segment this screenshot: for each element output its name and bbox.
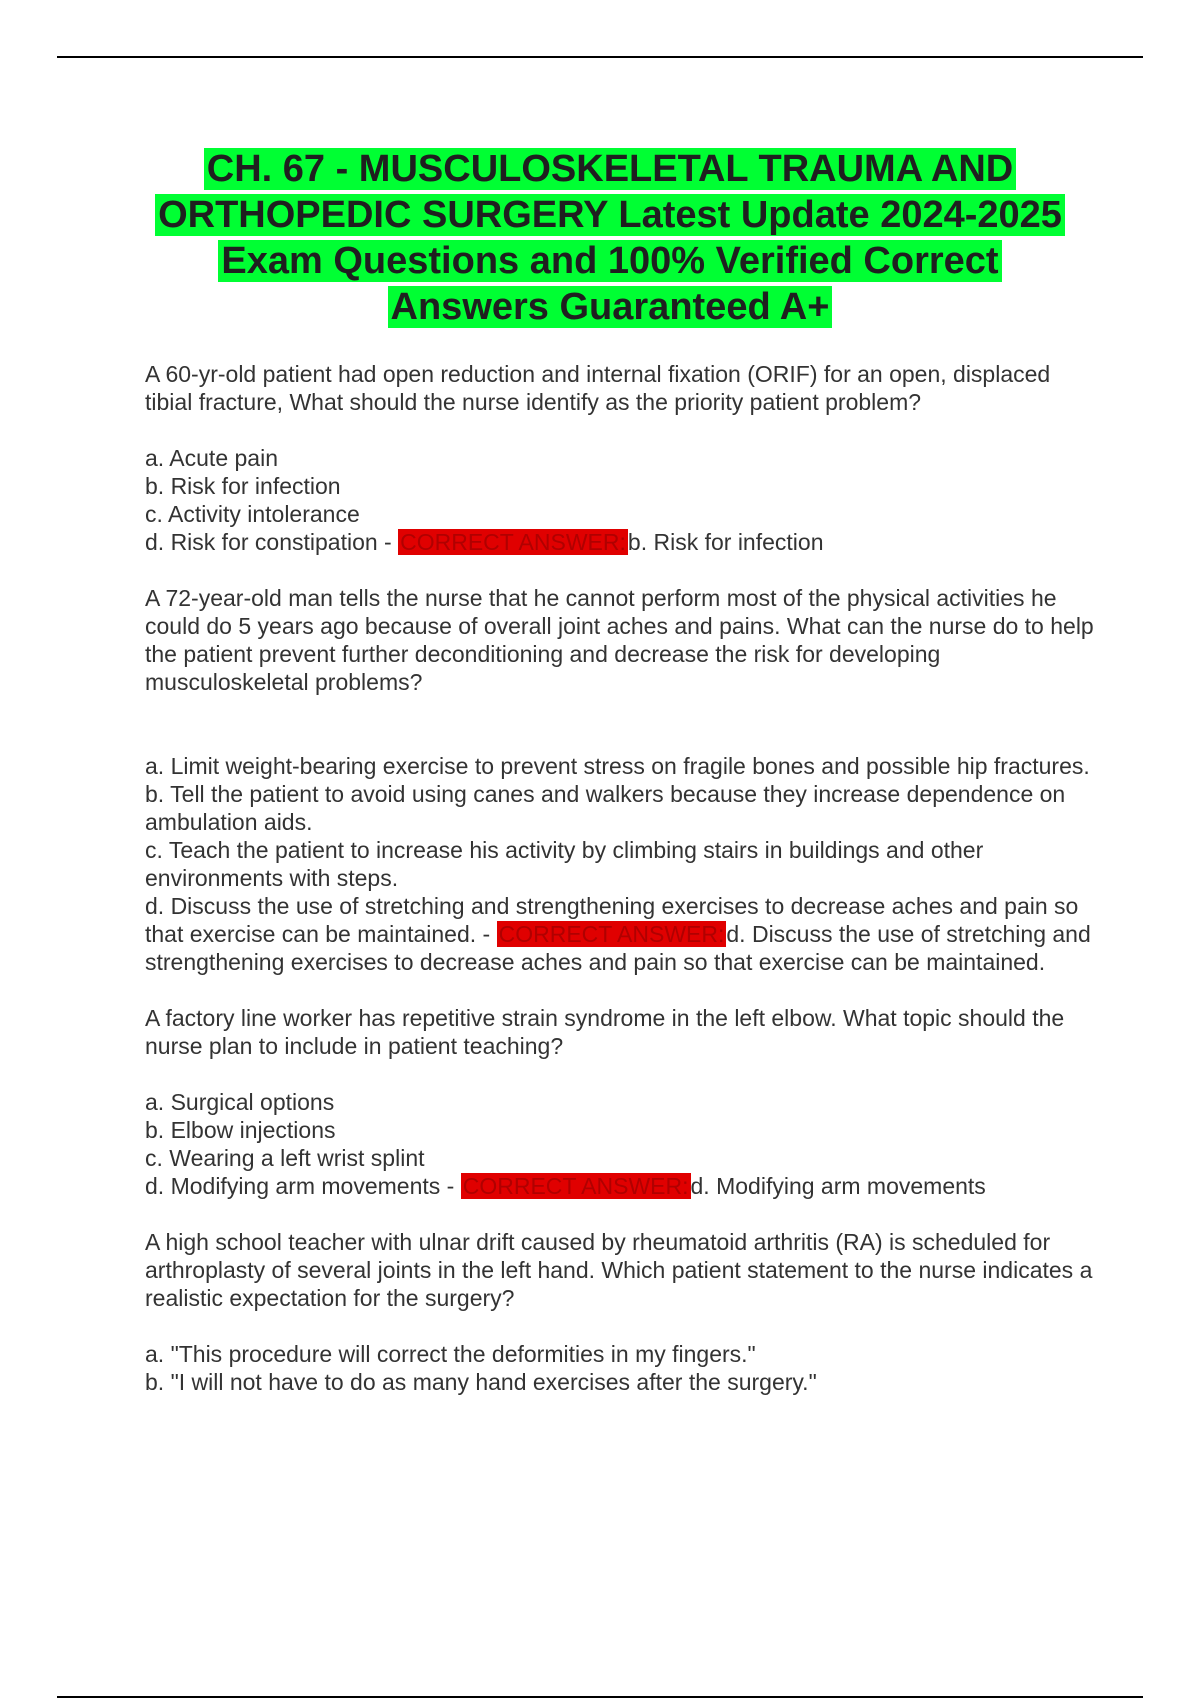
option-b: b. "I will not have to do as many hand exercises after the surgery." xyxy=(145,1369,817,1395)
option-list xyxy=(145,444,1095,556)
option-b: b. Elbow injections xyxy=(145,1117,336,1143)
option-d: d. Discuss the use of stretching and strengthening exercises to decrease aches and pain so that exercise can be maintained. xyxy=(145,893,1079,947)
correct-answer: d. Discuss the use of stretching and strengthening exercises to decrease aches and pain so that exercise can be maintained. xyxy=(145,921,1091,975)
option-d-with-answer xyxy=(145,528,1095,556)
option-d-with-answer xyxy=(145,892,1095,976)
question-3 xyxy=(145,1004,1095,1200)
option-c: c. Teach the patient to increase his activity by climbing stairs in buildings and other environments with steps. xyxy=(145,837,984,891)
option-a: a. Surgical options xyxy=(145,1089,335,1115)
option-b: b. Tell the patient to avoid using canes and walkers because they increase dependence on ambulation aids. xyxy=(145,781,1066,835)
question-1 xyxy=(145,360,1095,556)
question-stem: A 72-year-old man tells the nurse that he cannot perform most of the physical activities he could do 5 years ago because of overall joint aches and pains. What can the nurse do to help the patient prevent further deconditioning and decrease the risk for developing musculoskeletal problems? xyxy=(145,585,1094,695)
answer-separator: - xyxy=(377,529,399,555)
question-stem: A high school teacher with ulnar drift caused by rheumatoid arthritis (RA) is scheduled for arthroplasty of several joints in the left hand. Which patient statement to the nurse indicates a realistic expectation for the surgery? xyxy=(145,1229,1093,1311)
document-title: CH. 67 - MUSCULOSKELETAL TRAUMA AND ORTHOPEDIC SURGERY Latest Update 2024-2025 Exam Questions and 100% Verified Correct Answers Guaranteed A+ xyxy=(155,148,1065,328)
option-d: d. Risk for constipation xyxy=(145,529,378,555)
option-a: a. "This procedure will correct the deformities in my fingers." xyxy=(145,1341,756,1367)
title-block xyxy=(140,146,1080,330)
question-list xyxy=(145,360,1095,1396)
question-stem: A 60-yr-old patient had open reduction and internal fixation (ORIF) for an open, displaced tibial fracture, What should the nurse identify as the priority patient problem? xyxy=(145,361,1051,415)
question-4 xyxy=(145,1228,1095,1396)
option-c: c. Activity intolerance xyxy=(145,501,360,527)
option-a: a. Acute pain xyxy=(145,445,278,471)
option-list xyxy=(145,1340,1095,1396)
question-2 xyxy=(145,584,1095,976)
option-a: a. Limit weight-bearing exercise to prevent stress on fragile bones and possible hip fractures. xyxy=(145,753,1090,779)
question-stem: A factory line worker has repetitive strain syndrome in the left elbow. What topic should the nurse plan to include in patient teaching? xyxy=(145,1005,1065,1059)
correct-answer: d. Modifying arm movements xyxy=(690,1173,986,1199)
option-d: d. Modifying arm movements xyxy=(145,1173,441,1199)
option-list xyxy=(145,1088,1095,1200)
option-list xyxy=(145,752,1095,976)
answer-separator: - xyxy=(476,921,497,947)
top-rule xyxy=(57,56,1143,58)
correct-answer-tag: CORRECT ANSWER: xyxy=(400,529,626,555)
bottom-rule xyxy=(57,1696,1143,1698)
correct-answer: b. Risk for infection xyxy=(627,529,824,555)
correct-answer-tag: CORRECT ANSWER: xyxy=(498,921,725,947)
option-c: c. Wearing a left wrist splint xyxy=(145,1145,425,1171)
correct-answer-tag: CORRECT ANSWER: xyxy=(462,1173,689,1199)
answer-separator: - xyxy=(440,1173,461,1199)
option-d-with-answer xyxy=(145,1172,1095,1200)
option-b: b. Risk for infection xyxy=(145,473,341,499)
